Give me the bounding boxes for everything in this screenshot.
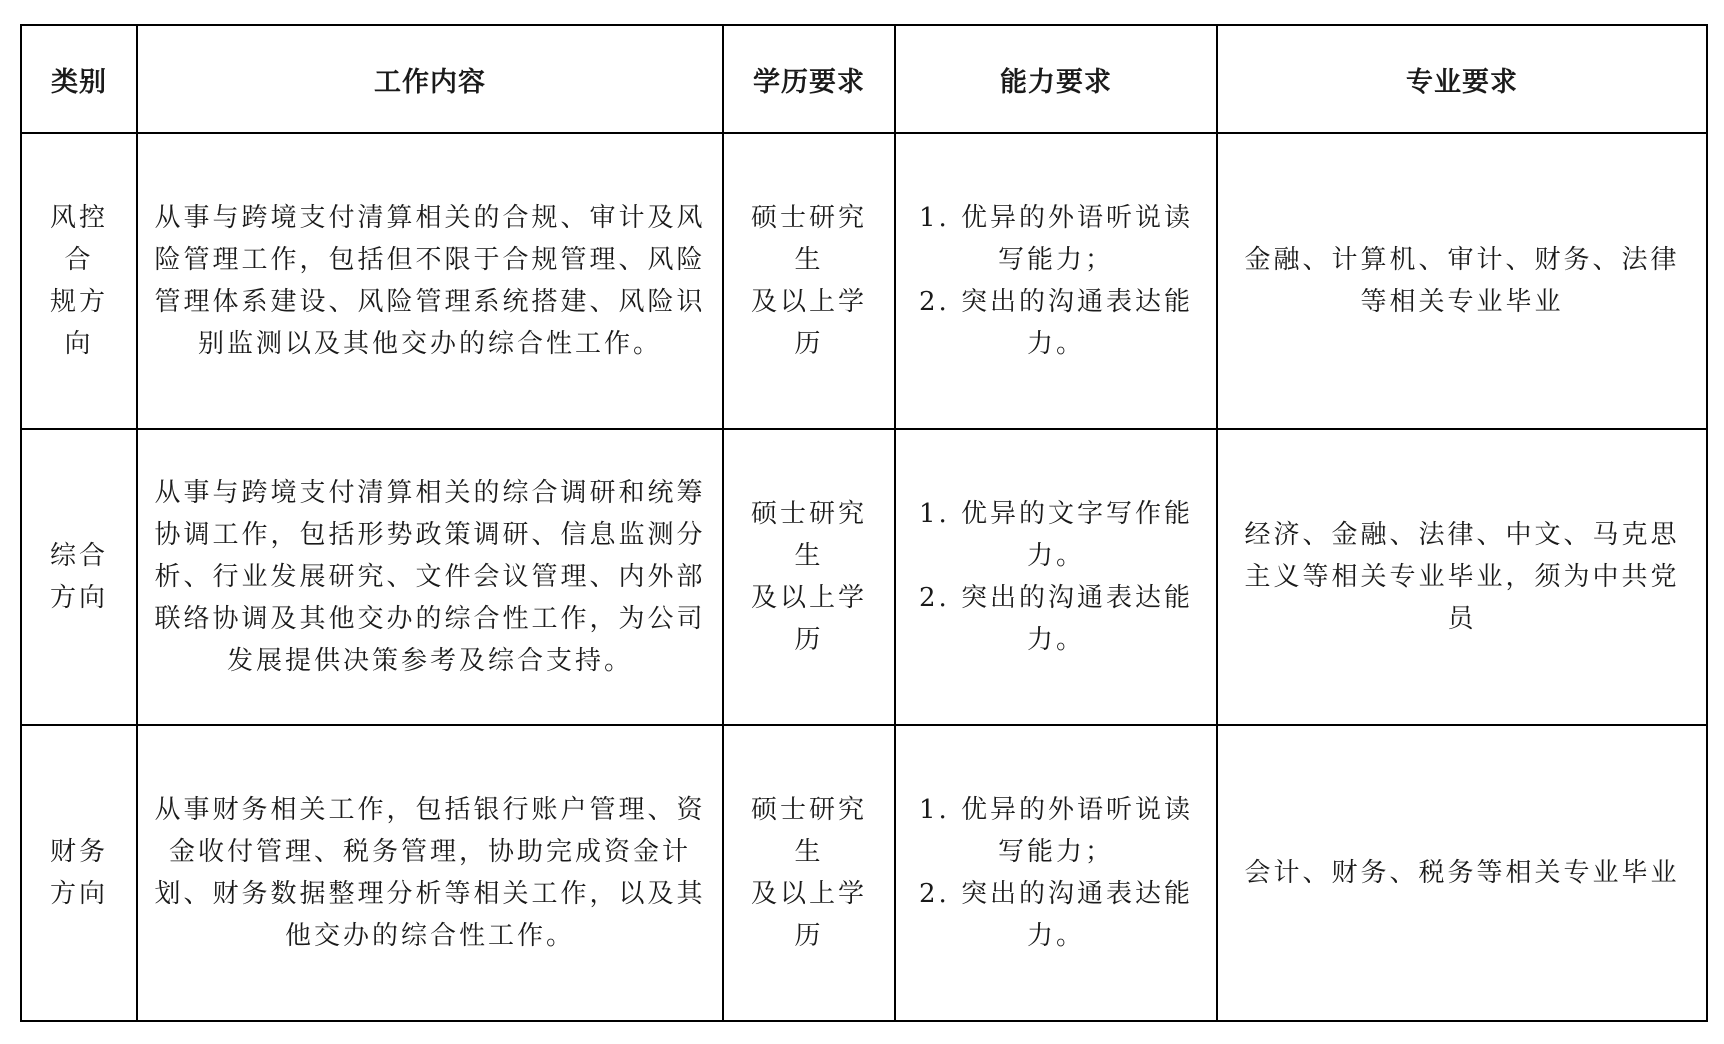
education-line: 硕士研究生 <box>750 795 867 867</box>
header-education: 学历要求 <box>723 25 895 133</box>
cell-education <box>723 725 895 1021</box>
cell-category <box>21 725 137 1021</box>
cell-ability <box>895 133 1217 429</box>
cell-major: 金融、计算机、审计、财务、法律等相关专业毕业 <box>1217 133 1707 429</box>
table-row <box>21 725 1707 1021</box>
category-line: 规方向 <box>49 287 108 359</box>
education-line: 及以上学历 <box>750 879 867 951</box>
cell-education <box>723 133 895 429</box>
job-requirements-table <box>20 24 1708 1022</box>
header-job-content: 工作内容 <box>137 25 723 133</box>
cell-job-content: 从事财务相关工作，包括银行账户管理、资金收付管理、税务管理，协助完成资金计划、财务数据整理分析等相关工作，以及其他交办的综合性工作。 <box>137 725 723 1021</box>
table-row <box>21 133 1707 429</box>
education-line: 硕士研究生 <box>750 499 867 571</box>
cell-category <box>21 133 137 429</box>
table-row <box>21 429 1707 725</box>
education-line: 及以上学历 <box>750 583 867 655</box>
ability-item: 2. 突出的沟通表达能力。 <box>918 879 1194 951</box>
category-line: 风控合 <box>49 203 108 275</box>
cell-job-content: 从事与跨境支付清算相关的合规、审计及风险管理工作，包括但不限于合规管理、风险管理体系建设、风险管理系统搭建、风险识别监测以及其他交办的综合性工作。 <box>137 133 723 429</box>
category-line: 综合 <box>49 541 108 571</box>
ability-item: 1. 优异的外语听说读写能力； <box>918 795 1194 867</box>
table-header-row <box>21 25 1707 133</box>
cell-ability <box>895 429 1217 725</box>
category-line: 方向 <box>49 879 108 909</box>
header-category: 类别 <box>21 25 137 133</box>
cell-education <box>723 429 895 725</box>
ability-item: 1. 优异的文字写作能力。 <box>918 499 1194 571</box>
cell-major: 经济、金融、法律、中文、马克思主义等相关专业毕业，须为中共党员 <box>1217 429 1707 725</box>
category-line: 财务 <box>49 837 108 867</box>
ability-item: 1. 优异的外语听说读写能力； <box>918 203 1194 275</box>
ability-item: 2. 突出的沟通表达能力。 <box>918 583 1194 655</box>
header-ability: 能力要求 <box>895 25 1217 133</box>
cell-job-content: 从事与跨境支付清算相关的综合调研和统筹协调工作，包括形势政策调研、信息监测分析、行业发展研究、文件会议管理、内外部联络协调及其他交办的综合性工作，为公司发展提供决策参考及综合支持。 <box>137 429 723 725</box>
cell-ability <box>895 725 1217 1021</box>
cell-category <box>21 429 137 725</box>
category-line: 方向 <box>49 583 108 613</box>
cell-major: 会计、财务、税务等相关专业毕业 <box>1217 725 1707 1021</box>
education-line: 及以上学历 <box>750 287 867 359</box>
ability-item: 2. 突出的沟通表达能力。 <box>918 287 1194 359</box>
education-line: 硕士研究生 <box>750 203 867 275</box>
header-major: 专业要求 <box>1217 25 1707 133</box>
